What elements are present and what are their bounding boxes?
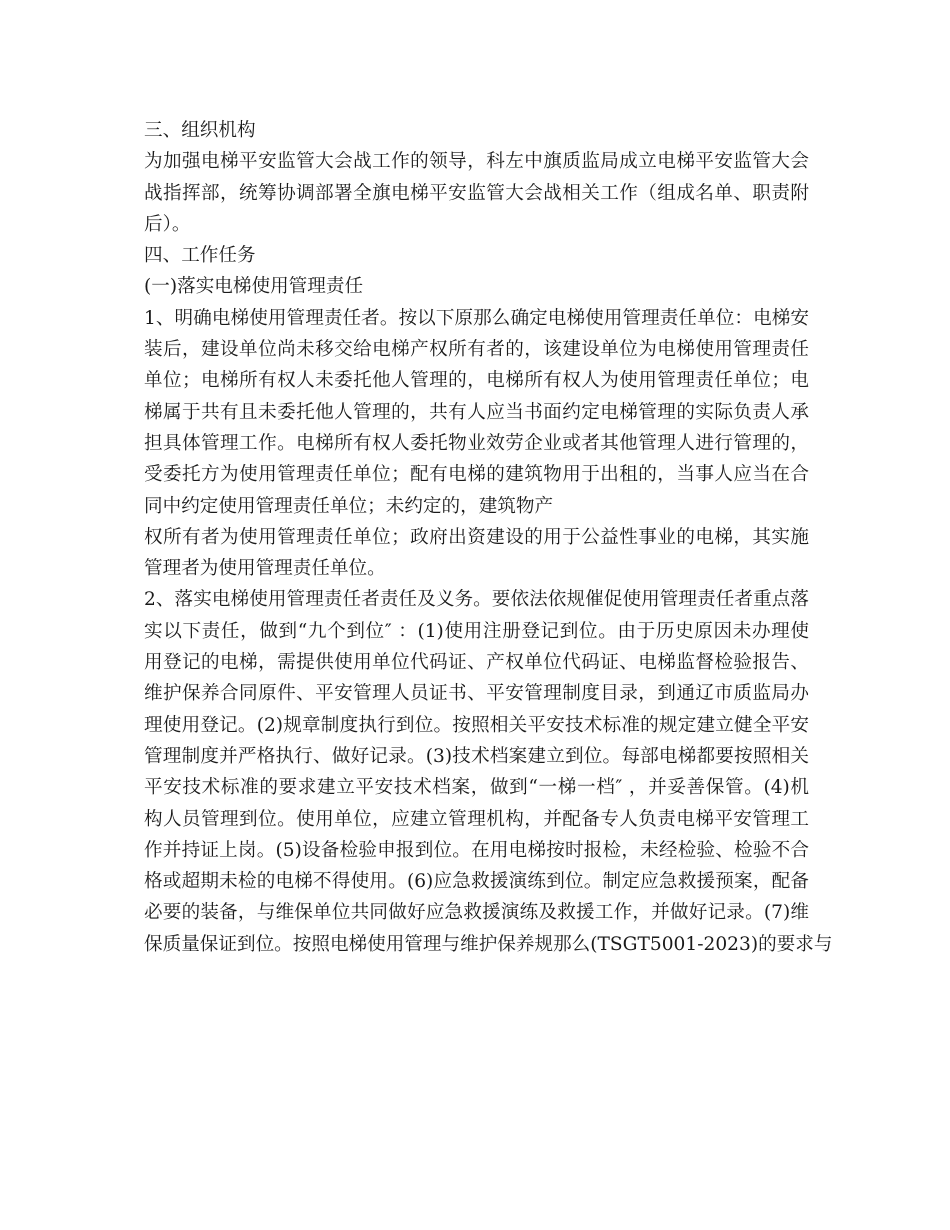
text-line: 受委托方为使用管理责任单位；配有电梯的建筑物用于出租的，当事人应当在合 xyxy=(144,464,809,486)
text-line: 必要的装备，与维保单位共同做好应急救援演练及救援工作，并做好记录。(7)维 xyxy=(144,902,809,924)
text-line: 理使用登记。(2)规章制度执行到位。按照相关平安技术标准的规定建立健全平安 xyxy=(144,714,809,736)
text-line: 用登记的电梯，需提供使用单位代码证、产权单位代码证、电梯监督检验报告、 xyxy=(144,652,809,674)
text-line: 战指挥部，统筹协调部署全旗电梯平安监管大会战相关工作（组成名单、职责附 xyxy=(144,182,809,204)
text-line: 平安技术标准的要求建立平安技术档案，做到“一梯一档″ ，并妥善保管。(4)机 xyxy=(144,777,809,799)
text-line: 保质量保证到位。按照电梯使用管理与维护保养规那么(TSGT5001-2023)的要求与 xyxy=(144,933,833,955)
text-line: 单位；电梯所有权人未委托他人管理的，电梯所有权人为使用管理责任单位；电 xyxy=(144,370,809,392)
text-line: 维护保养合同原件、平安管理人员证书、平安管理制度目录，到通辽市质监局办 xyxy=(144,683,809,705)
text-line: 构人员管理到位。使用单位，应建立管理机构，并配备专人负责电梯平安管理工 xyxy=(144,808,809,830)
text-line: 同中约定使用管理责任单位；未约定的，建筑物产 xyxy=(144,495,554,517)
text-line: 为加强电梯平安监管大会战工作的领导，科左中旗质监局成立电梯平安监管大会 xyxy=(144,151,809,173)
text-line: 管理者为使用管理责任单位。 xyxy=(144,558,386,580)
text-line: 三、组织机构 xyxy=(144,120,256,141)
text-line: 后）。 xyxy=(144,213,191,235)
text-line: 作并持证上岗。(5)设备检验申报到位。在用电梯按时报检，未经检验、检验不合 xyxy=(144,839,809,861)
text-line: (一)落实电梯使用管理责任 xyxy=(144,276,364,298)
text-line: 权所有者为使用管理责任单位；政府出资建设的用于公益性事业的电梯，其实施 xyxy=(144,526,809,548)
text-line: 四、工作任务 xyxy=(144,245,256,267)
text-line: 实以下责任，做到“九个到位″ ：(1)使用注册登记到位。由于历史原因未办理使 xyxy=(144,620,809,642)
document-body xyxy=(144,115,833,960)
text-line: 管理制度并严格执行、做好记录。(3)技术档案建立到位。每部电梯都要按照相关 xyxy=(144,745,809,767)
text-line: 梯属于共有且未委托他人管理的，共有人应当书面约定电梯管理的实际负责人承 xyxy=(144,401,809,423)
text-line: 担具体管理工作。电梯所有权人委托物业效劳企业或者其他管理人进行管理的， xyxy=(144,432,809,454)
text-line: 装后，建设单位尚未移交给电梯产权所有者的，该建设单位为电梯使用管理责任 xyxy=(144,339,809,361)
text-line: 1、明确电梯使用管理责任者。按以下原那么确定电梯使用管理责任单位：电梯安 xyxy=(144,307,809,329)
text-line: 2、落实电梯使用管理责任者责任及义务。要依法依规催促使用管理责任者重点落 xyxy=(144,589,809,611)
text-line: 格或超期未检的电梯不得使用。(6)应急救援演练到位。制定应急救援预案，配备 xyxy=(144,871,809,893)
